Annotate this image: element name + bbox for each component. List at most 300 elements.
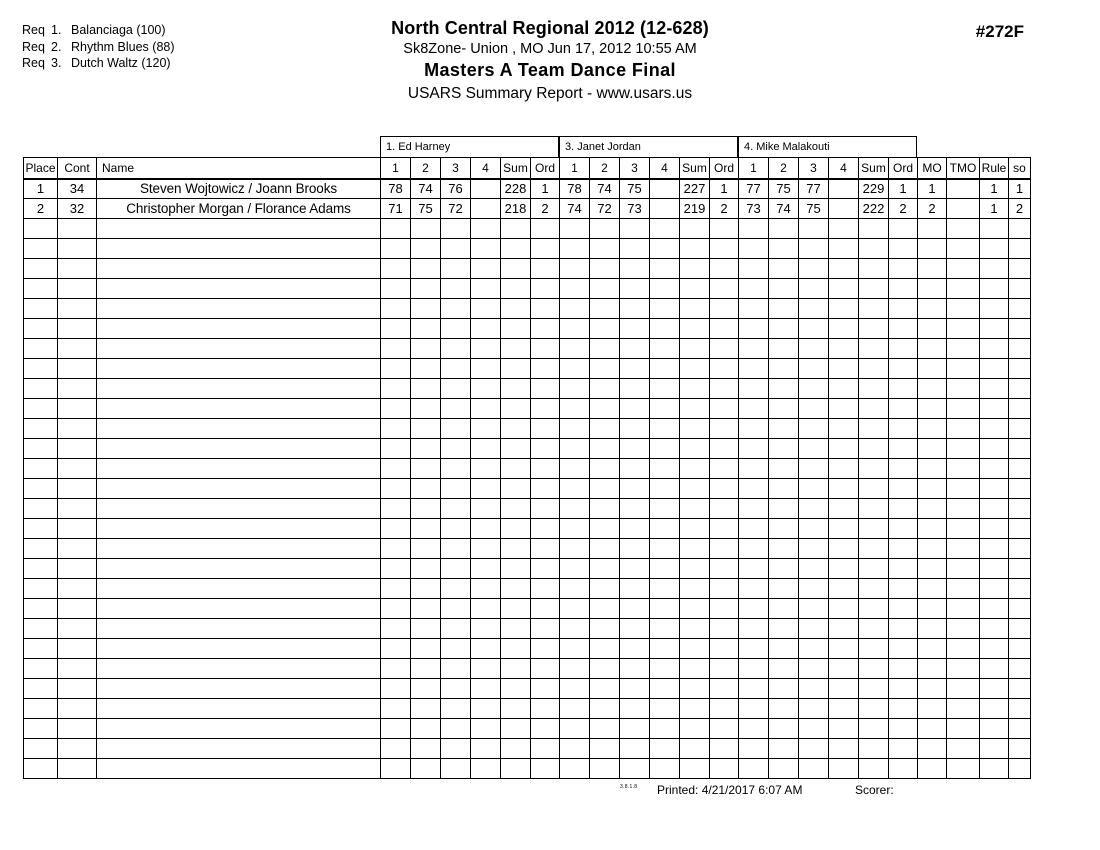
cell-empty — [531, 299, 560, 319]
cell-empty — [501, 539, 531, 559]
cell-empty — [501, 639, 531, 659]
cell-empty — [381, 619, 411, 639]
cell-empty — [590, 339, 620, 359]
cell-empty — [590, 219, 620, 239]
cell-empty — [560, 399, 590, 419]
cell-empty — [97, 659, 381, 679]
table-row-empty — [24, 359, 1031, 379]
cell-empty — [620, 219, 650, 239]
cell-empty — [411, 239, 441, 259]
cell-empty — [58, 639, 97, 659]
cell-empty — [739, 759, 769, 779]
cell-empty — [1009, 759, 1031, 779]
cell-judge3-ord: 1 — [889, 179, 918, 199]
cell-empty — [710, 599, 739, 619]
cell-empty — [769, 479, 799, 499]
cell-empty — [1009, 519, 1031, 539]
cell-empty — [799, 299, 829, 319]
cell-empty — [24, 539, 58, 559]
cell-empty — [590, 399, 620, 419]
cell-empty — [680, 439, 710, 459]
cell-empty — [680, 759, 710, 779]
table-row-empty — [24, 439, 1031, 459]
cell-empty — [769, 219, 799, 239]
cell-empty — [24, 259, 58, 279]
column-header-judge1-mark3: 3 — [441, 158, 471, 179]
cell-empty — [980, 479, 1009, 499]
cell-empty — [947, 739, 980, 759]
cell-empty — [829, 679, 859, 699]
cell-empty — [1009, 559, 1031, 579]
cell-name: Christopher Morgan / Florance Adams — [97, 199, 381, 219]
cell-empty — [620, 679, 650, 699]
cell-empty — [889, 599, 918, 619]
cell-empty — [1009, 339, 1031, 359]
cell-empty — [97, 239, 381, 259]
cell-empty — [650, 239, 680, 259]
requirement-number: 1. — [51, 23, 62, 37]
cell-empty — [411, 499, 441, 519]
cell-empty — [381, 319, 411, 339]
cell-empty — [799, 559, 829, 579]
cell-empty — [441, 399, 471, 419]
cell-empty — [381, 679, 411, 699]
cell-empty — [650, 299, 680, 319]
column-header-judge3-ord: Ord — [889, 158, 918, 179]
cell-empty — [889, 659, 918, 679]
table-row-empty — [24, 539, 1031, 559]
cell-empty — [769, 459, 799, 479]
cell-empty — [24, 639, 58, 659]
cell-empty — [620, 279, 650, 299]
cell-empty — [471, 219, 501, 239]
cell-empty — [799, 519, 829, 539]
cell-judge3-mark2: 74 — [769, 199, 799, 219]
cell-empty — [531, 499, 560, 519]
cell-empty — [980, 399, 1009, 419]
cell-empty — [58, 539, 97, 559]
cell-empty — [769, 379, 799, 399]
cell-empty — [918, 659, 947, 679]
cell-empty — [411, 379, 441, 399]
cell-empty — [590, 719, 620, 739]
cell-empty — [24, 319, 58, 339]
cell-empty — [650, 579, 680, 599]
cell-empty — [24, 239, 58, 259]
cell-empty — [97, 639, 381, 659]
cell-empty — [739, 459, 769, 479]
cell-empty — [501, 699, 531, 719]
cell-empty — [859, 479, 889, 499]
cell-empty — [471, 719, 501, 739]
cell-empty — [560, 579, 590, 599]
cell-empty — [620, 499, 650, 519]
cell-empty — [441, 579, 471, 599]
cell-empty — [710, 519, 739, 539]
cell-empty — [859, 419, 889, 439]
cell-empty — [381, 299, 411, 319]
cell-empty — [799, 499, 829, 519]
cell-empty — [980, 519, 1009, 539]
cell-empty — [590, 439, 620, 459]
cell-empty — [918, 739, 947, 759]
cell-empty — [650, 339, 680, 359]
cell-empty — [710, 299, 739, 319]
cell-empty — [769, 759, 799, 779]
cell-empty — [531, 519, 560, 539]
cell-empty — [680, 579, 710, 599]
table-row-empty — [24, 299, 1031, 319]
cell-empty — [947, 339, 980, 359]
table-row-empty — [24, 379, 1031, 399]
cell-empty — [650, 419, 680, 439]
cell-empty — [441, 339, 471, 359]
cell-empty — [620, 379, 650, 399]
cell-empty — [620, 599, 650, 619]
cell-empty — [24, 439, 58, 459]
cell-empty — [739, 659, 769, 679]
column-header-name: Name — [97, 158, 381, 179]
table-row — [24, 199, 1031, 219]
cell-empty — [859, 579, 889, 599]
cell-empty — [97, 619, 381, 639]
cell-empty — [980, 439, 1009, 459]
cell-empty — [947, 559, 980, 579]
cell-empty — [680, 479, 710, 499]
cell-empty — [829, 359, 859, 379]
cell-empty — [58, 239, 97, 259]
cell-empty — [97, 739, 381, 759]
cell-empty — [739, 399, 769, 419]
cell-empty — [980, 659, 1009, 679]
cell-empty — [97, 439, 381, 459]
cell-empty — [1009, 619, 1031, 639]
cell-empty — [739, 419, 769, 439]
cell-empty — [1009, 599, 1031, 619]
cell-empty — [24, 299, 58, 319]
cell-empty — [560, 679, 590, 699]
cell-empty — [829, 219, 859, 239]
cell-empty — [24, 759, 58, 779]
cell-empty — [1009, 359, 1031, 379]
cell-empty — [710, 739, 739, 759]
cell-empty — [620, 619, 650, 639]
cell-empty — [650, 739, 680, 759]
cell-empty — [471, 479, 501, 499]
cell-empty — [381, 439, 411, 459]
cell-empty — [947, 279, 980, 299]
cell-empty — [590, 499, 620, 519]
cell-empty — [501, 579, 531, 599]
cell-empty — [889, 539, 918, 559]
cell-empty — [1009, 219, 1031, 239]
cell-empty — [980, 239, 1009, 259]
cell-empty — [441, 719, 471, 739]
cell-empty — [58, 719, 97, 739]
cell-empty — [501, 239, 531, 259]
cell-empty — [710, 619, 739, 639]
cell-empty — [24, 739, 58, 759]
cell-empty — [710, 419, 739, 439]
cell-empty — [381, 639, 411, 659]
cell-empty — [980, 459, 1009, 479]
cell-empty — [531, 699, 560, 719]
cell-empty — [650, 359, 680, 379]
cell-empty — [980, 259, 1009, 279]
requirement-text: Balanciaga (100) — [71, 23, 166, 37]
cell-empty — [531, 619, 560, 639]
cell-empty — [590, 619, 620, 639]
cell-empty — [799, 719, 829, 739]
cell-empty — [947, 259, 980, 279]
score-table — [23, 157, 1031, 779]
cell-empty — [471, 539, 501, 559]
cell-empty — [411, 419, 441, 439]
cell-empty — [471, 739, 501, 759]
cell-empty — [947, 719, 980, 739]
table-row-empty — [24, 699, 1031, 719]
cell-empty — [560, 479, 590, 499]
cell-empty — [97, 759, 381, 779]
cell-empty — [560, 639, 590, 659]
cell-so: 1 — [1009, 179, 1031, 199]
cell-empty — [411, 479, 441, 499]
cell-empty — [829, 279, 859, 299]
column-header-judge2-sum: Sum — [680, 158, 710, 179]
cell-empty — [411, 719, 441, 739]
requirement-text: Rhythm Blues (88) — [71, 39, 175, 54]
cell-empty — [501, 439, 531, 459]
cell-empty — [620, 659, 650, 679]
cell-empty — [471, 319, 501, 339]
column-header-judge3-mark2: 2 — [769, 158, 799, 179]
cell-empty — [501, 759, 531, 779]
cell-empty — [650, 699, 680, 719]
cell-empty — [441, 679, 471, 699]
cell-empty — [1009, 239, 1031, 259]
cell-empty — [829, 599, 859, 619]
cell-empty — [710, 559, 739, 579]
cell-empty — [620, 239, 650, 259]
cell-empty — [947, 499, 980, 519]
cell-empty — [620, 259, 650, 279]
cell-empty — [799, 639, 829, 659]
column-header-judge1-mark1: 1 — [381, 158, 411, 179]
cell-cont: 32 — [58, 199, 97, 219]
cell-empty — [947, 219, 980, 239]
cell-empty — [411, 219, 441, 239]
cell-empty — [560, 259, 590, 279]
cell-empty — [889, 319, 918, 339]
cell-empty — [1009, 639, 1031, 659]
cell-empty — [58, 439, 97, 459]
cell-empty — [980, 499, 1009, 519]
table-row-empty — [24, 659, 1031, 679]
cell-judge1-mark3: 76 — [441, 179, 471, 199]
column-header-judge3-mark3: 3 — [799, 158, 829, 179]
cell-empty — [501, 719, 531, 739]
cell-empty — [501, 519, 531, 539]
cell-judge2-ord: 2 — [710, 199, 739, 219]
cell-empty — [739, 279, 769, 299]
cell-empty — [859, 519, 889, 539]
cell-empty — [980, 719, 1009, 739]
cell-empty — [620, 419, 650, 439]
cell-empty — [560, 459, 590, 479]
cell-empty — [560, 539, 590, 559]
cell-empty — [918, 319, 947, 339]
cell-empty — [710, 679, 739, 699]
cell-empty — [947, 659, 980, 679]
cell-empty — [710, 239, 739, 259]
cell-empty — [381, 239, 411, 259]
cell-empty — [799, 699, 829, 719]
cell-empty — [97, 319, 381, 339]
cell-empty — [889, 299, 918, 319]
cell-empty — [590, 459, 620, 479]
cell-judge1-mark1: 71 — [381, 199, 411, 219]
cell-empty — [859, 659, 889, 679]
cell-empty — [680, 739, 710, 759]
cell-empty — [560, 759, 590, 779]
cell-empty — [531, 359, 560, 379]
cell-empty — [1009, 399, 1031, 419]
cell-empty — [531, 279, 560, 299]
cell-empty — [620, 579, 650, 599]
cell-empty — [889, 519, 918, 539]
cell-empty — [501, 559, 531, 579]
cell-empty — [947, 399, 980, 419]
cell-empty — [710, 259, 739, 279]
event-title: North Central Regional 2012 (12-628) — [391, 18, 709, 38]
table-row-empty — [24, 599, 1031, 619]
cell-empty — [769, 239, 799, 259]
cell-empty — [24, 719, 58, 739]
cell-empty — [560, 719, 590, 739]
cell-empty — [58, 359, 97, 379]
cell-empty — [58, 399, 97, 419]
cell-empty — [620, 339, 650, 359]
cell-empty — [411, 539, 441, 559]
cell-empty — [381, 259, 411, 279]
cell-empty — [58, 679, 97, 699]
cell-empty — [680, 539, 710, 559]
table-row-empty — [24, 279, 1031, 299]
cell-judge3-ord: 2 — [889, 199, 918, 219]
cell-empty — [680, 259, 710, 279]
cell-empty — [739, 619, 769, 639]
cell-empty — [97, 299, 381, 319]
cell-empty — [501, 259, 531, 279]
cell-empty — [1009, 279, 1031, 299]
cell-empty — [918, 639, 947, 659]
cell-empty — [97, 519, 381, 539]
cell-place: 2 — [24, 199, 58, 219]
cell-empty — [471, 579, 501, 599]
printed-timestamp: Printed: 4/21/2017 6:07 AM — [657, 783, 803, 797]
cell-empty — [411, 559, 441, 579]
cell-empty — [1009, 419, 1031, 439]
cell-empty — [859, 679, 889, 699]
cell-empty — [739, 719, 769, 739]
cell-empty — [620, 479, 650, 499]
cell-judge3-mark4 — [829, 179, 859, 199]
cell-empty — [531, 459, 560, 479]
cell-empty — [799, 659, 829, 679]
cell-empty — [441, 479, 471, 499]
cell-empty — [769, 719, 799, 739]
cell-empty — [889, 259, 918, 279]
cell-empty — [739, 359, 769, 379]
cell-empty — [680, 719, 710, 739]
cell-empty — [471, 519, 501, 539]
cell-empty — [590, 599, 620, 619]
cell-empty — [471, 699, 501, 719]
cell-empty — [24, 619, 58, 639]
cell-empty — [829, 419, 859, 439]
cell-empty — [980, 679, 1009, 699]
cell-empty — [501, 499, 531, 519]
cell-empty — [441, 459, 471, 479]
cell-empty — [560, 339, 590, 359]
table-row-empty — [24, 319, 1031, 339]
cell-empty — [58, 259, 97, 279]
table-row-empty — [24, 619, 1031, 639]
cell-empty — [590, 319, 620, 339]
cell-cont: 34 — [58, 179, 97, 199]
cell-empty — [501, 299, 531, 319]
cell-empty — [739, 699, 769, 719]
cell-empty — [560, 599, 590, 619]
cell-empty — [739, 439, 769, 459]
cell-empty — [590, 419, 620, 439]
cell-judge2-mark2: 72 — [590, 199, 620, 219]
cell-empty — [859, 299, 889, 319]
cell-empty — [829, 319, 859, 339]
cell-empty — [650, 319, 680, 339]
cell-empty — [531, 339, 560, 359]
cell-empty — [531, 719, 560, 739]
cell-empty — [441, 559, 471, 579]
column-header-judge2-mark3: 3 — [620, 158, 650, 179]
cell-empty — [739, 679, 769, 699]
cell-empty — [829, 559, 859, 579]
cell-empty — [441, 319, 471, 339]
cell-empty — [441, 739, 471, 759]
cell-empty — [411, 359, 441, 379]
cell-empty — [947, 479, 980, 499]
cell-empty — [918, 219, 947, 239]
cell-empty — [829, 259, 859, 279]
cell-empty — [650, 219, 680, 239]
cell-empty — [680, 299, 710, 319]
cell-empty — [58, 339, 97, 359]
cell-empty — [650, 499, 680, 519]
cell-empty — [531, 439, 560, 459]
table-row-empty — [24, 239, 1031, 259]
cell-empty — [710, 759, 739, 779]
cell-empty — [381, 559, 411, 579]
cell-empty — [381, 219, 411, 239]
cell-empty — [560, 619, 590, 639]
cell-empty — [799, 619, 829, 639]
cell-empty — [411, 639, 441, 659]
cell-empty — [97, 459, 381, 479]
cell-empty — [441, 759, 471, 779]
cell-empty — [799, 419, 829, 439]
cell-empty — [560, 359, 590, 379]
column-header-judge2-mark4: 4 — [650, 158, 680, 179]
